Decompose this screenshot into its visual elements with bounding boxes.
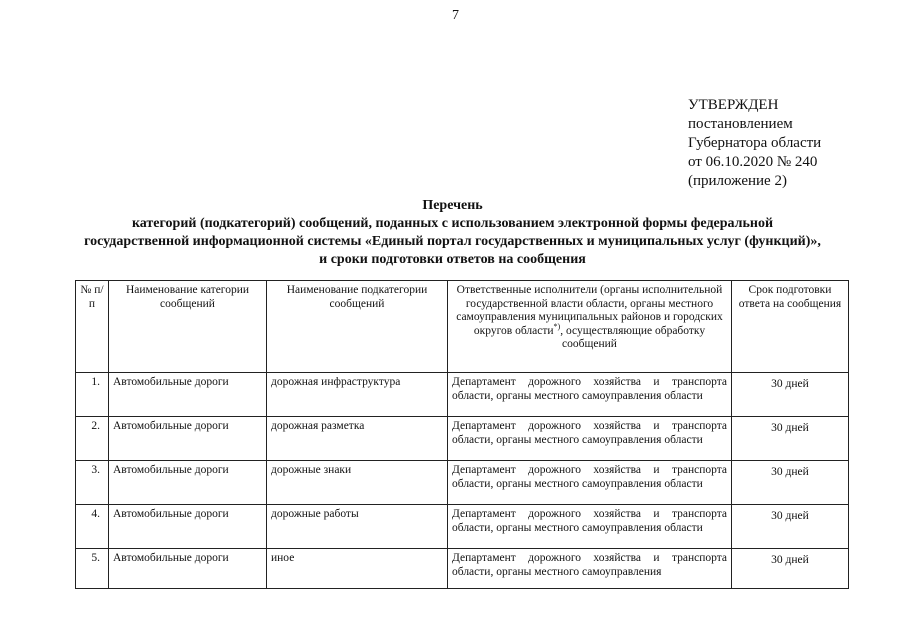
title-line: Перечень [422,198,483,213]
header-category: Наименование категории сообщений [109,281,267,373]
footnote-marker: *) [553,321,561,331]
title-line: государственной информационной системы «Единый портал государственных и муниципальных услуг (функций)», [84,234,821,249]
row-subcategory: дорожная инфраструктура [267,373,448,417]
header-subcategory: Наименование подкатегории сообщений [267,281,448,373]
row-executor: Департамент дорожного хозяйства и транспорта области, органы местного самоуправления области [448,505,732,549]
header-executors [448,281,732,373]
page-number: 7 [452,8,459,23]
row-number: 2. [76,417,109,461]
row-deadline: 30 дней [732,461,849,505]
table-row [76,417,849,461]
title-line: категорий (подкатегорий) сообщений, поданных с использованием электронной формы федеральной [131,216,774,231]
table-header-row [76,281,849,373]
table-row [76,373,849,417]
title-line: и сроки подготовки ответов на сообщения [319,252,586,267]
row-category: Автомобильные дороги [109,417,267,461]
row-subcategory: иное [267,549,448,589]
header-deadline: Срок подготовки ответа на сообщения [732,281,849,373]
document-title [40,197,865,269]
table-row [76,549,849,589]
approval-line: (приложение 2) [688,173,787,189]
table-row [76,461,849,505]
approval-line: Губернатора области [688,135,822,151]
row-subcategory: дорожные работы [267,505,448,549]
row-executor: Департамент дорожного хозяйства и транспорта области, органы местного самоуправления [448,549,732,589]
table-row [76,505,849,549]
row-deadline: 30 дней [732,505,849,549]
row-category: Автомобильные дороги [109,505,267,549]
header-executors-text: Ответственные исполнители (органы исполнительной государственной власти области, органы местного самоуправления муниципальных районов и городских округов области [456,284,723,337]
row-category: Автомобильные дороги [109,549,267,589]
approval-line: от 06.10.2020 № 240 [688,154,818,170]
row-executor: Департамент дорожного хозяйства и транспорта области, органы местного самоуправления области [448,461,732,505]
approval-line: УТВЕРЖДЕН [688,97,779,113]
header-executors-tail: , осуществляющие обработку сообщений [560,324,706,350]
approval-line: постановлением [688,116,793,132]
row-executor: Департамент дорожного хозяйства и транспорта области, органы местного самоуправления области [448,373,732,417]
row-subcategory: дорожная разметка [267,417,448,461]
row-number: 1. [76,373,109,417]
row-category: Автомобильные дороги [109,373,267,417]
row-subcategory: дорожные знаки [267,461,448,505]
header-number: № п/п [76,281,109,373]
row-deadline: 30 дней [732,417,849,461]
row-executor: Департамент дорожного хозяйства и транспорта области, органы местного самоуправления области [448,417,732,461]
row-number: 5. [76,549,109,589]
approval-stamp [688,96,888,191]
row-number: 3. [76,461,109,505]
row-number: 4. [76,505,109,549]
row-category: Автомобильные дороги [109,461,267,505]
categories-table [75,280,849,589]
row-deadline: 30 дней [732,549,849,589]
row-deadline: 30 дней [732,373,849,417]
